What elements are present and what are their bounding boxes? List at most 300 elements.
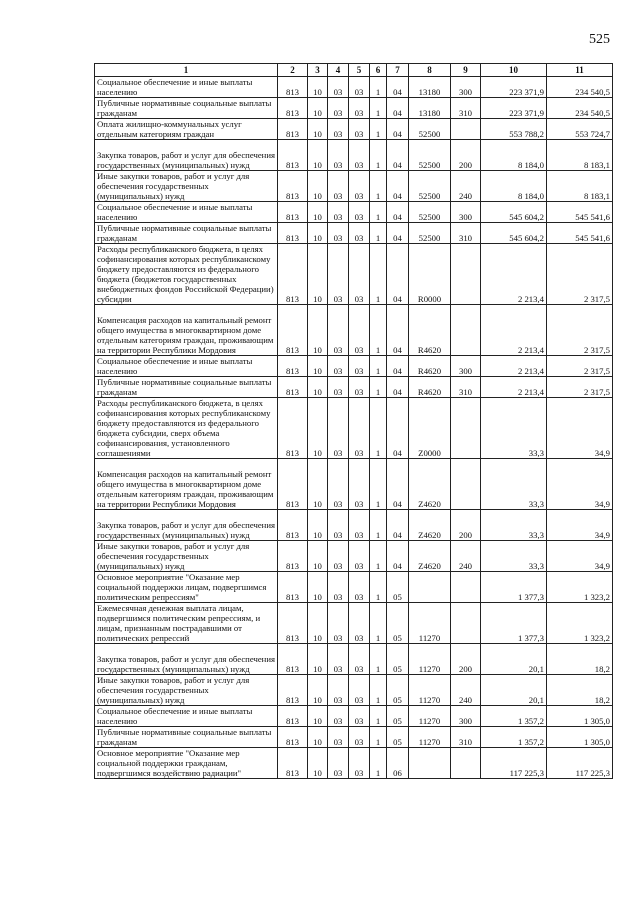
cell-col-sum-2: 34,9 [547, 459, 613, 510]
cell-col-direction: 11270 [409, 675, 451, 706]
item-name-text: Ежемесячная денежная выплата лицам, подвергшимся политическим репрессиям, и лицам, признанным пострадавшими от политических репрессий [97, 603, 261, 643]
cell-col-admin: 813 [278, 603, 308, 644]
item-name-text: Компенсация расходов на капитальный ремонт общего имущества в многоквартирном доме отдельным категориям граждан, проживающим на территории Республики Мордовия [97, 469, 274, 509]
cell-col-event: 04 [387, 377, 409, 398]
cell-col-subsection: 03 [328, 305, 349, 356]
cell-item-name [95, 541, 278, 572]
item-name-text: Основное мероприятие "Оказание мер социальной поддержки гражданам, подвергшимся воздействию радиации" [97, 748, 242, 778]
header-col-admin: 2 [278, 64, 308, 77]
cell-col-admin: 813 [278, 356, 308, 377]
cell-col-expense-type: 300 [451, 202, 481, 223]
cell-col-direction [409, 572, 451, 603]
cell-col-admin: 813 [278, 541, 308, 572]
cell-col-subsection: 03 [328, 510, 349, 541]
cell-col-direction: R0000 [409, 244, 451, 305]
table-row [95, 644, 613, 675]
cell-item-name [95, 675, 278, 706]
cell-item-name [95, 244, 278, 305]
item-name-text: Социальное обеспечение и иные выплаты населению [97, 706, 253, 726]
cell-col-program: 03 [349, 675, 370, 706]
cell-col-admin: 813 [278, 77, 308, 98]
cell-col-section: 10 [308, 459, 328, 510]
cell-col-expense-type [451, 572, 481, 603]
cell-col-direction: 52500 [409, 119, 451, 140]
header-col-direction: 8 [409, 64, 451, 77]
cell-col-expense-type: 240 [451, 675, 481, 706]
cell-col-subprogram: 1 [370, 356, 387, 377]
cell-col-subsection: 03 [328, 171, 349, 202]
cell-col-expense-type [451, 305, 481, 356]
cell-item-name [95, 356, 278, 377]
cell-col-subprogram: 1 [370, 727, 387, 748]
cell-col-expense-type: 240 [451, 171, 481, 202]
cell-col-expense-type: 200 [451, 644, 481, 675]
cell-col-expense-type: 240 [451, 541, 481, 572]
table-row [95, 706, 613, 727]
header-col-section: 3 [308, 64, 328, 77]
cell-col-section: 10 [308, 706, 328, 727]
cell-item-name [95, 140, 278, 171]
cell-col-event: 06 [387, 748, 409, 779]
cell-col-expense-type: 300 [451, 77, 481, 98]
cell-col-direction: Z4620 [409, 510, 451, 541]
cell-col-section: 10 [308, 223, 328, 244]
cell-col-event: 04 [387, 459, 409, 510]
cell-col-event: 04 [387, 171, 409, 202]
cell-col-event: 04 [387, 356, 409, 377]
cell-col-admin: 813 [278, 459, 308, 510]
table-row [95, 748, 613, 779]
cell-col-admin: 813 [278, 171, 308, 202]
cell-col-subsection: 03 [328, 356, 349, 377]
cell-col-event: 05 [387, 572, 409, 603]
cell-col-subsection: 03 [328, 459, 349, 510]
cell-col-admin: 813 [278, 398, 308, 459]
cell-col-event: 05 [387, 675, 409, 706]
cell-col-subprogram: 1 [370, 510, 387, 541]
cell-col-subsection: 03 [328, 202, 349, 223]
cell-col-admin: 813 [278, 377, 308, 398]
cell-col-direction: 13180 [409, 77, 451, 98]
cell-col-expense-type [451, 748, 481, 779]
table-row [95, 510, 613, 541]
cell-col-program: 03 [349, 748, 370, 779]
cell-col-direction: Z0000 [409, 398, 451, 459]
header-col-name: 1 [95, 64, 278, 77]
cell-col-subprogram: 1 [370, 305, 387, 356]
header-col-event: 7 [387, 64, 409, 77]
cell-col-expense-type [451, 244, 481, 305]
cell-col-section: 10 [308, 202, 328, 223]
cell-col-direction: 52500 [409, 223, 451, 244]
cell-col-admin: 813 [278, 675, 308, 706]
table-row [95, 77, 613, 98]
cell-col-sum-2: 2 317,5 [547, 244, 613, 305]
cell-col-sum-2: 234 540,5 [547, 98, 613, 119]
cell-col-program: 03 [349, 171, 370, 202]
cell-col-expense-type: 310 [451, 727, 481, 748]
cell-col-event: 04 [387, 244, 409, 305]
cell-col-subprogram: 1 [370, 377, 387, 398]
cell-col-sum-1: 2 213,4 [481, 305, 547, 356]
header-col-subprogram: 6 [370, 64, 387, 77]
item-name-text: Публичные нормативные социальные выплаты гражданам [97, 377, 272, 397]
table-row [95, 119, 613, 140]
cell-col-program: 03 [349, 644, 370, 675]
cell-item-name [95, 171, 278, 202]
cell-col-section: 10 [308, 675, 328, 706]
cell-col-program: 03 [349, 98, 370, 119]
cell-col-section: 10 [308, 748, 328, 779]
cell-col-subprogram: 1 [370, 603, 387, 644]
table-row [95, 572, 613, 603]
cell-col-program: 03 [349, 244, 370, 305]
cell-item-name [95, 459, 278, 510]
cell-col-direction: 11270 [409, 644, 451, 675]
cell-col-program: 03 [349, 377, 370, 398]
item-name-text: Социальное обеспечение и иные выплаты населению [97, 356, 253, 376]
cell-col-subsection: 03 [328, 675, 349, 706]
cell-col-event: 05 [387, 727, 409, 748]
cell-col-sum-2: 117 225,3 [547, 748, 613, 779]
cell-col-sum-2: 234 540,5 [547, 77, 613, 98]
cell-col-section: 10 [308, 119, 328, 140]
cell-col-subsection: 03 [328, 244, 349, 305]
cell-col-section: 10 [308, 171, 328, 202]
item-name-text: Иные закупки товаров, работ и услуг для обеспечения государственных (муниципальных) нужд [97, 171, 250, 201]
cell-col-section: 10 [308, 244, 328, 305]
table-row [95, 98, 613, 119]
cell-col-sum-2: 8 183,1 [547, 140, 613, 171]
cell-col-subprogram: 1 [370, 98, 387, 119]
cell-col-expense-type: 200 [451, 510, 481, 541]
cell-col-subprogram: 1 [370, 223, 387, 244]
cell-col-event: 04 [387, 140, 409, 171]
cell-col-sum-1: 20,1 [481, 675, 547, 706]
cell-col-expense-type: 300 [451, 706, 481, 727]
table-row [95, 140, 613, 171]
table-row [95, 171, 613, 202]
cell-col-event: 05 [387, 706, 409, 727]
cell-col-sum-1: 2 213,4 [481, 244, 547, 305]
cell-col-expense-type [451, 459, 481, 510]
header-col-sum-1: 10 [481, 64, 547, 77]
cell-col-subsection: 03 [328, 748, 349, 779]
cell-col-program: 03 [349, 541, 370, 572]
cell-col-direction: 52500 [409, 202, 451, 223]
cell-col-event: 04 [387, 223, 409, 244]
cell-col-program: 03 [349, 727, 370, 748]
cell-col-program: 03 [349, 572, 370, 603]
cell-col-subprogram: 1 [370, 748, 387, 779]
cell-col-sum-2: 8 183,1 [547, 171, 613, 202]
cell-col-admin: 813 [278, 244, 308, 305]
cell-col-sum-1: 8 184,0 [481, 171, 547, 202]
cell-col-sum-1: 33,3 [481, 510, 547, 541]
cell-col-program: 03 [349, 356, 370, 377]
cell-col-direction: Z4620 [409, 459, 451, 510]
cell-col-direction: Z4620 [409, 541, 451, 572]
cell-col-sum-2: 1 305,0 [547, 706, 613, 727]
cell-col-event: 04 [387, 119, 409, 140]
cell-col-program: 03 [349, 706, 370, 727]
cell-col-section: 10 [308, 98, 328, 119]
cell-col-section: 10 [308, 644, 328, 675]
cell-col-subsection: 03 [328, 603, 349, 644]
cell-col-direction: 52500 [409, 140, 451, 171]
cell-col-event: 04 [387, 77, 409, 98]
cell-col-subprogram: 1 [370, 202, 387, 223]
item-name-text: Оплата жилищно-коммунальных услуг отдельным категориям граждан [97, 119, 242, 139]
cell-item-name [95, 644, 278, 675]
cell-col-expense-type: 200 [451, 140, 481, 171]
cell-col-subprogram: 1 [370, 244, 387, 305]
cell-col-subprogram: 1 [370, 706, 387, 727]
cell-col-subsection: 03 [328, 644, 349, 675]
cell-col-event: 05 [387, 603, 409, 644]
table-row [95, 459, 613, 510]
item-name-text: Закупка товаров, работ и услуг для обеспечения государственных (муниципальных) нужд [97, 654, 275, 674]
cell-col-section: 10 [308, 305, 328, 356]
cell-col-expense-type [451, 398, 481, 459]
item-name-text: Публичные нормативные социальные выплаты гражданам [97, 98, 272, 118]
cell-col-sum-1: 223 371,9 [481, 98, 547, 119]
cell-col-program: 03 [349, 119, 370, 140]
cell-col-subsection: 03 [328, 140, 349, 171]
cell-item-name [95, 377, 278, 398]
table-row [95, 541, 613, 572]
cell-col-event: 05 [387, 644, 409, 675]
item-name-text: Основное мероприятие "Оказание мер социальной поддержки лицам, подвергшимся политическим репрессиям" [97, 572, 267, 602]
cell-col-section: 10 [308, 377, 328, 398]
cell-col-direction: 52500 [409, 171, 451, 202]
item-name-text: Иные закупки товаров, работ и услуг для обеспечения государственных (муниципальных) нужд [97, 541, 250, 571]
cell-col-direction: R4620 [409, 305, 451, 356]
cell-item-name [95, 706, 278, 727]
cell-col-subsection: 03 [328, 223, 349, 244]
item-name-text: Расходы республиканского бюджета, в целях софинансирования которых республиканскому бюджету предоставляются из федерального бюджета субсидии, сверх объема софинансирования, установленного соглашениями [97, 398, 271, 458]
cell-col-program: 03 [349, 223, 370, 244]
cell-col-subprogram: 1 [370, 398, 387, 459]
item-name-text: Публичные нормативные социальные выплаты гражданам [97, 727, 272, 747]
cell-col-sum-2: 553 724,7 [547, 119, 613, 140]
cell-col-admin: 813 [278, 202, 308, 223]
item-name-text: Закупка товаров, работ и услуг для обеспечения государственных (муниципальных) нужд [97, 150, 275, 170]
cell-col-program: 03 [349, 459, 370, 510]
cell-col-event: 04 [387, 541, 409, 572]
cell-col-sum-2: 34,9 [547, 541, 613, 572]
item-name-text: Социальное обеспечение и иные выплаты населению [97, 202, 253, 222]
cell-col-sum-1: 33,3 [481, 398, 547, 459]
cell-col-event: 04 [387, 202, 409, 223]
cell-col-direction: 11270 [409, 706, 451, 727]
cell-col-section: 10 [308, 572, 328, 603]
cell-col-sum-2: 545 541,6 [547, 202, 613, 223]
cell-col-expense-type: 310 [451, 98, 481, 119]
cell-col-section: 10 [308, 356, 328, 377]
cell-col-program: 03 [349, 398, 370, 459]
cell-col-program: 03 [349, 140, 370, 171]
cell-col-direction: R4620 [409, 377, 451, 398]
cell-col-admin: 813 [278, 510, 308, 541]
cell-col-section: 10 [308, 510, 328, 541]
header-col-sum-2: 11 [547, 64, 613, 77]
cell-item-name [95, 748, 278, 779]
cell-col-subprogram: 1 [370, 644, 387, 675]
cell-col-subprogram: 1 [370, 572, 387, 603]
item-name-text: Иные закупки товаров, работ и услуг для обеспечения государственных (муниципальных) нужд [97, 675, 250, 705]
cell-col-sum-2: 545 541,6 [547, 223, 613, 244]
cell-col-subprogram: 1 [370, 140, 387, 171]
cell-col-section: 10 [308, 140, 328, 171]
cell-col-subprogram: 1 [370, 77, 387, 98]
cell-col-subsection: 03 [328, 119, 349, 140]
table-row [95, 377, 613, 398]
cell-col-sum-1: 1 377,3 [481, 603, 547, 644]
cell-col-sum-1: 2 213,4 [481, 356, 547, 377]
cell-item-name [95, 603, 278, 644]
cell-item-name [95, 223, 278, 244]
cell-col-subprogram: 1 [370, 119, 387, 140]
cell-item-name [95, 510, 278, 541]
cell-col-expense-type [451, 119, 481, 140]
cell-item-name [95, 202, 278, 223]
cell-col-subsection: 03 [328, 727, 349, 748]
cell-col-direction: 11270 [409, 727, 451, 748]
item-name-text: Расходы республиканского бюджета, в целях софинансирования которых республиканскому бюджету предоставляются из федерального бюджета (бюджетов государственных внебюджетных фондов Российской Федерации) субсидии [97, 244, 274, 304]
cell-col-admin: 813 [278, 305, 308, 356]
budget-table [94, 63, 613, 779]
cell-col-sum-2: 1 323,2 [547, 603, 613, 644]
cell-col-sum-1: 1 357,2 [481, 727, 547, 748]
cell-col-sum-1: 1 377,3 [481, 572, 547, 603]
cell-col-sum-1: 545 604,2 [481, 202, 547, 223]
cell-col-subsection: 03 [328, 706, 349, 727]
cell-col-sum-2: 2 317,5 [547, 305, 613, 356]
cell-col-section: 10 [308, 727, 328, 748]
table-row [95, 356, 613, 377]
cell-col-admin: 813 [278, 223, 308, 244]
cell-col-event: 04 [387, 98, 409, 119]
cell-col-sum-1: 117 225,3 [481, 748, 547, 779]
cell-col-admin: 813 [278, 119, 308, 140]
header-col-program: 5 [349, 64, 370, 77]
cell-col-direction [409, 748, 451, 779]
cell-col-sum-2: 18,2 [547, 675, 613, 706]
cell-col-sum-1: 33,3 [481, 459, 547, 510]
cell-col-subprogram: 1 [370, 541, 387, 572]
table-row [95, 603, 613, 644]
cell-col-sum-1: 223 371,9 [481, 77, 547, 98]
cell-col-subsection: 03 [328, 377, 349, 398]
cell-col-subsection: 03 [328, 572, 349, 603]
cell-col-sum-2: 1 305,0 [547, 727, 613, 748]
cell-col-program: 03 [349, 77, 370, 98]
cell-col-sum-1: 2 213,4 [481, 377, 547, 398]
cell-col-sum-1: 33,3 [481, 541, 547, 572]
cell-item-name [95, 77, 278, 98]
cell-item-name [95, 572, 278, 603]
cell-col-sum-1: 553 788,2 [481, 119, 547, 140]
cell-col-expense-type: 300 [451, 356, 481, 377]
cell-col-sum-1: 20,1 [481, 644, 547, 675]
page-number: 525 [589, 32, 610, 47]
cell-col-section: 10 [308, 541, 328, 572]
cell-col-expense-type [451, 603, 481, 644]
cell-col-sum-1: 8 184,0 [481, 140, 547, 171]
header-col-expense-type: 9 [451, 64, 481, 77]
cell-col-admin: 813 [278, 748, 308, 779]
cell-col-direction: R4620 [409, 356, 451, 377]
cell-item-name [95, 398, 278, 459]
cell-col-event: 04 [387, 398, 409, 459]
cell-col-subsection: 03 [328, 398, 349, 459]
table-row [95, 727, 613, 748]
cell-col-event: 04 [387, 510, 409, 541]
cell-col-subsection: 03 [328, 541, 349, 572]
cell-col-direction: 11270 [409, 603, 451, 644]
cell-col-admin: 813 [278, 644, 308, 675]
cell-col-sum-1: 1 357,2 [481, 706, 547, 727]
cell-col-subsection: 03 [328, 77, 349, 98]
cell-col-admin: 813 [278, 572, 308, 603]
cell-col-admin: 813 [278, 98, 308, 119]
table-row [95, 398, 613, 459]
cell-col-subprogram: 1 [370, 675, 387, 706]
table-row [95, 202, 613, 223]
cell-col-subprogram: 1 [370, 171, 387, 202]
table-row [95, 244, 613, 305]
cell-col-sum-1: 545 604,2 [481, 223, 547, 244]
cell-col-section: 10 [308, 603, 328, 644]
item-name-text: Социальное обеспечение и иные выплаты населению [97, 77, 253, 97]
item-name-text: Публичные нормативные социальные выплаты гражданам [97, 223, 272, 243]
header-col-subsection: 4 [328, 64, 349, 77]
cell-item-name [95, 98, 278, 119]
cell-col-admin: 813 [278, 727, 308, 748]
cell-col-sum-2: 2 317,5 [547, 356, 613, 377]
cell-col-sum-2: 1 323,2 [547, 572, 613, 603]
cell-col-sum-2: 2 317,5 [547, 377, 613, 398]
table-row [95, 223, 613, 244]
cell-col-program: 03 [349, 510, 370, 541]
table-row [95, 305, 613, 356]
cell-col-section: 10 [308, 398, 328, 459]
cell-col-program: 03 [349, 305, 370, 356]
cell-col-subsection: 03 [328, 98, 349, 119]
cell-item-name [95, 119, 278, 140]
item-name-text: Компенсация расходов на капитальный ремонт общего имущества в многоквартирном доме отдельным категориям граждан, проживающим на территории Республики Мордовия [97, 315, 274, 355]
cell-col-program: 03 [349, 603, 370, 644]
cell-col-expense-type: 310 [451, 377, 481, 398]
table-row [95, 675, 613, 706]
cell-item-name [95, 727, 278, 748]
cell-item-name [95, 305, 278, 356]
cell-col-event: 04 [387, 305, 409, 356]
cell-col-expense-type: 310 [451, 223, 481, 244]
cell-col-sum-2: 34,9 [547, 510, 613, 541]
cell-col-sum-2: 34,9 [547, 398, 613, 459]
cell-col-direction: 13180 [409, 98, 451, 119]
item-name-text: Закупка товаров, работ и услуг для обеспечения государственных (муниципальных) нужд [97, 520, 275, 540]
cell-col-admin: 813 [278, 140, 308, 171]
cell-col-sum-2: 18,2 [547, 644, 613, 675]
table-header-row [95, 64, 613, 77]
cell-col-program: 03 [349, 202, 370, 223]
cell-col-section: 10 [308, 77, 328, 98]
cell-col-admin: 813 [278, 706, 308, 727]
cell-col-subprogram: 1 [370, 459, 387, 510]
